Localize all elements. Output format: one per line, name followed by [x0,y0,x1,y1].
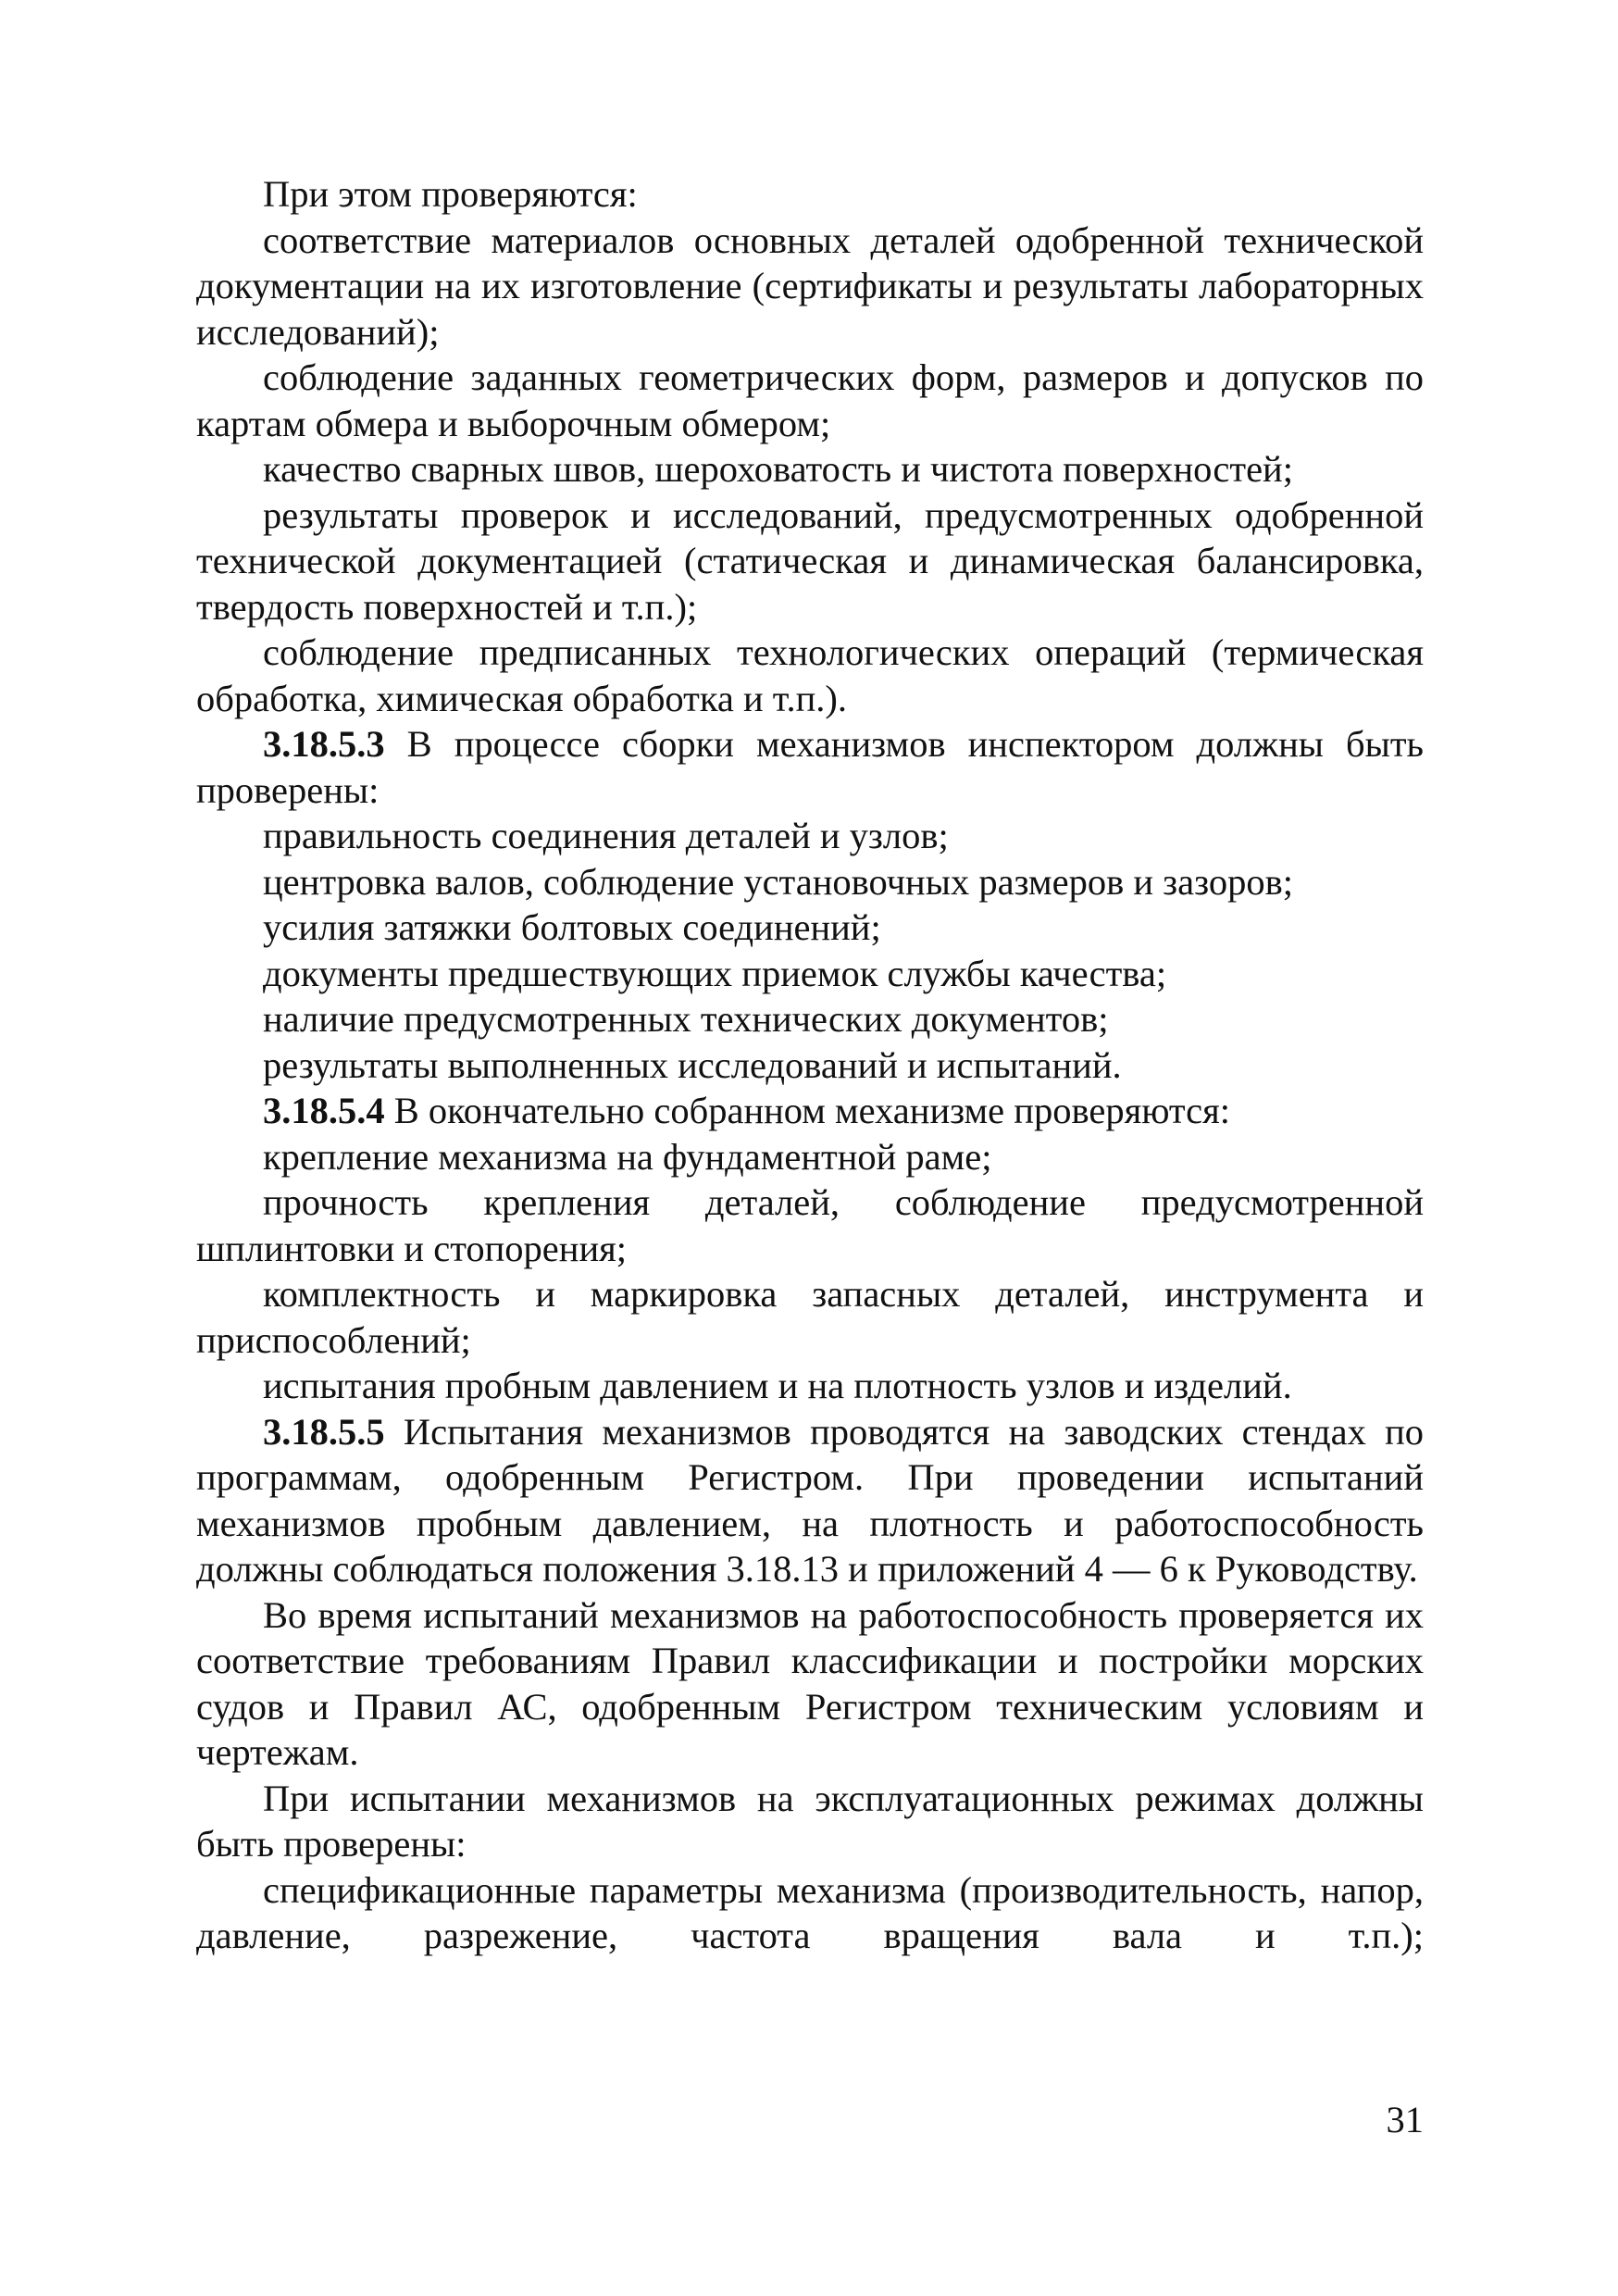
paragraph [196,1363,1424,1409]
paragraph [196,218,1424,356]
paragraph [196,446,1424,493]
section-number: 3.18.5.3 [263,723,385,765]
section-paragraph [196,1409,1424,1592]
paragraph-text: спецификационные параметры механизма (производительность, напор, давление, разрежение, частота вращения вала и т.п.); [196,1868,1424,1956]
paragraph-text: качество сварных швов, шероховатость и чистота поверхностей; [263,448,1293,490]
paragraph [196,813,1424,859]
paragraph-text: При испытании механизмов на эксплуатационных режимах должны быть проверены: [196,1777,1424,1865]
paragraph [196,493,1424,630]
paragraph [196,1271,1424,1363]
paragraph-text: соответствие материалов основных деталей одобренной технической документации на их изготовление (сертификаты и результаты лабораторных исследований); [196,218,1424,353]
paragraph-text: усилия затяжки болтовых соединений; [263,906,881,948]
paragraph-text: В окончательно собранном механизме проверяются: [384,1090,1230,1131]
paragraph [196,355,1424,446]
paragraph-text: При этом проверяются: [263,173,638,215]
paragraph [196,1134,1424,1180]
paragraph-text: комплектность и маркировка запасных деталей, инструмента и приспособлений; [196,1273,1424,1361]
paragraph-text: В процессе сборки механизмов инспектором должны быть проверены: [196,723,1424,811]
paragraph [196,859,1424,905]
paragraph-text: соблюдение предписанных технологических операций (термическая обработка, химическая обработка и т.п.). [196,631,1424,719]
paragraph-text: Во время испытаний механизмов на работоспособность проверяется их соответствие требованиям Правил классификации и постройки морских судов и Правил АС, одобренным Регистром техническим условиям и чертежам. [196,1593,1424,1773]
section-paragraph [196,721,1424,813]
paragraph-text: наличие предусмотренных технических документов; [263,998,1109,1040]
section-paragraph [196,1088,1424,1134]
section-number: 3.18.5.4 [263,1090,385,1131]
page-number: 31 [1386,2099,1424,2140]
paragraph [196,1179,1424,1271]
paragraph-text: правильность соединения деталей и узлов; [263,815,949,856]
paragraph [196,996,1424,1042]
paragraph [196,905,1424,951]
paragraph-text: прочность крепления деталей, соблюдение предусмотренной шплинтовки и стопорения; [196,1181,1424,1269]
paragraph [196,1592,1424,1776]
paragraph-text: центровка валов, соблюдение установочных размеров и зазоров; [263,860,1293,903]
paragraph [196,1867,1424,1959]
paragraph [196,630,1424,721]
paragraph [196,171,1424,218]
section-number: 3.18.5.5 [263,1410,385,1453]
paragraph-text: результаты проверок и исследований, предусмотренных одобренной технической документацией (статическая и динамическая балансировка, твердость поверхностей и т.п.); [196,493,1424,628]
paragraph [196,1776,1424,1867]
paragraph-text: соблюдение заданных геометрических форм, размеров и допусков по картам обмера и выборочным обмером; [196,356,1424,444]
paragraph [196,1042,1424,1089]
paragraph-text: испытания пробным давлением и на плотность узлов и изделий. [263,1365,1292,1406]
paragraph-text: Испытания механизмов проводятся на заводских стендах по программам, одобренным Регистром. При проведении испытаний механизмов пробным давлением, на плотность и работоспособность должны соблюдаться положения 3.18.13 и приложений 4 — 6 к Руководству. [196,1410,1424,1590]
paragraph-text: документы предшествующих приемок службы качества; [263,952,1167,994]
paragraph-text: крепление механизма на фундаментной раме; [263,1135,992,1178]
paragraph-text: результаты выполненных исследований и испытаний. [263,1043,1122,1086]
page-body [196,171,1424,1959]
paragraph [196,951,1424,997]
